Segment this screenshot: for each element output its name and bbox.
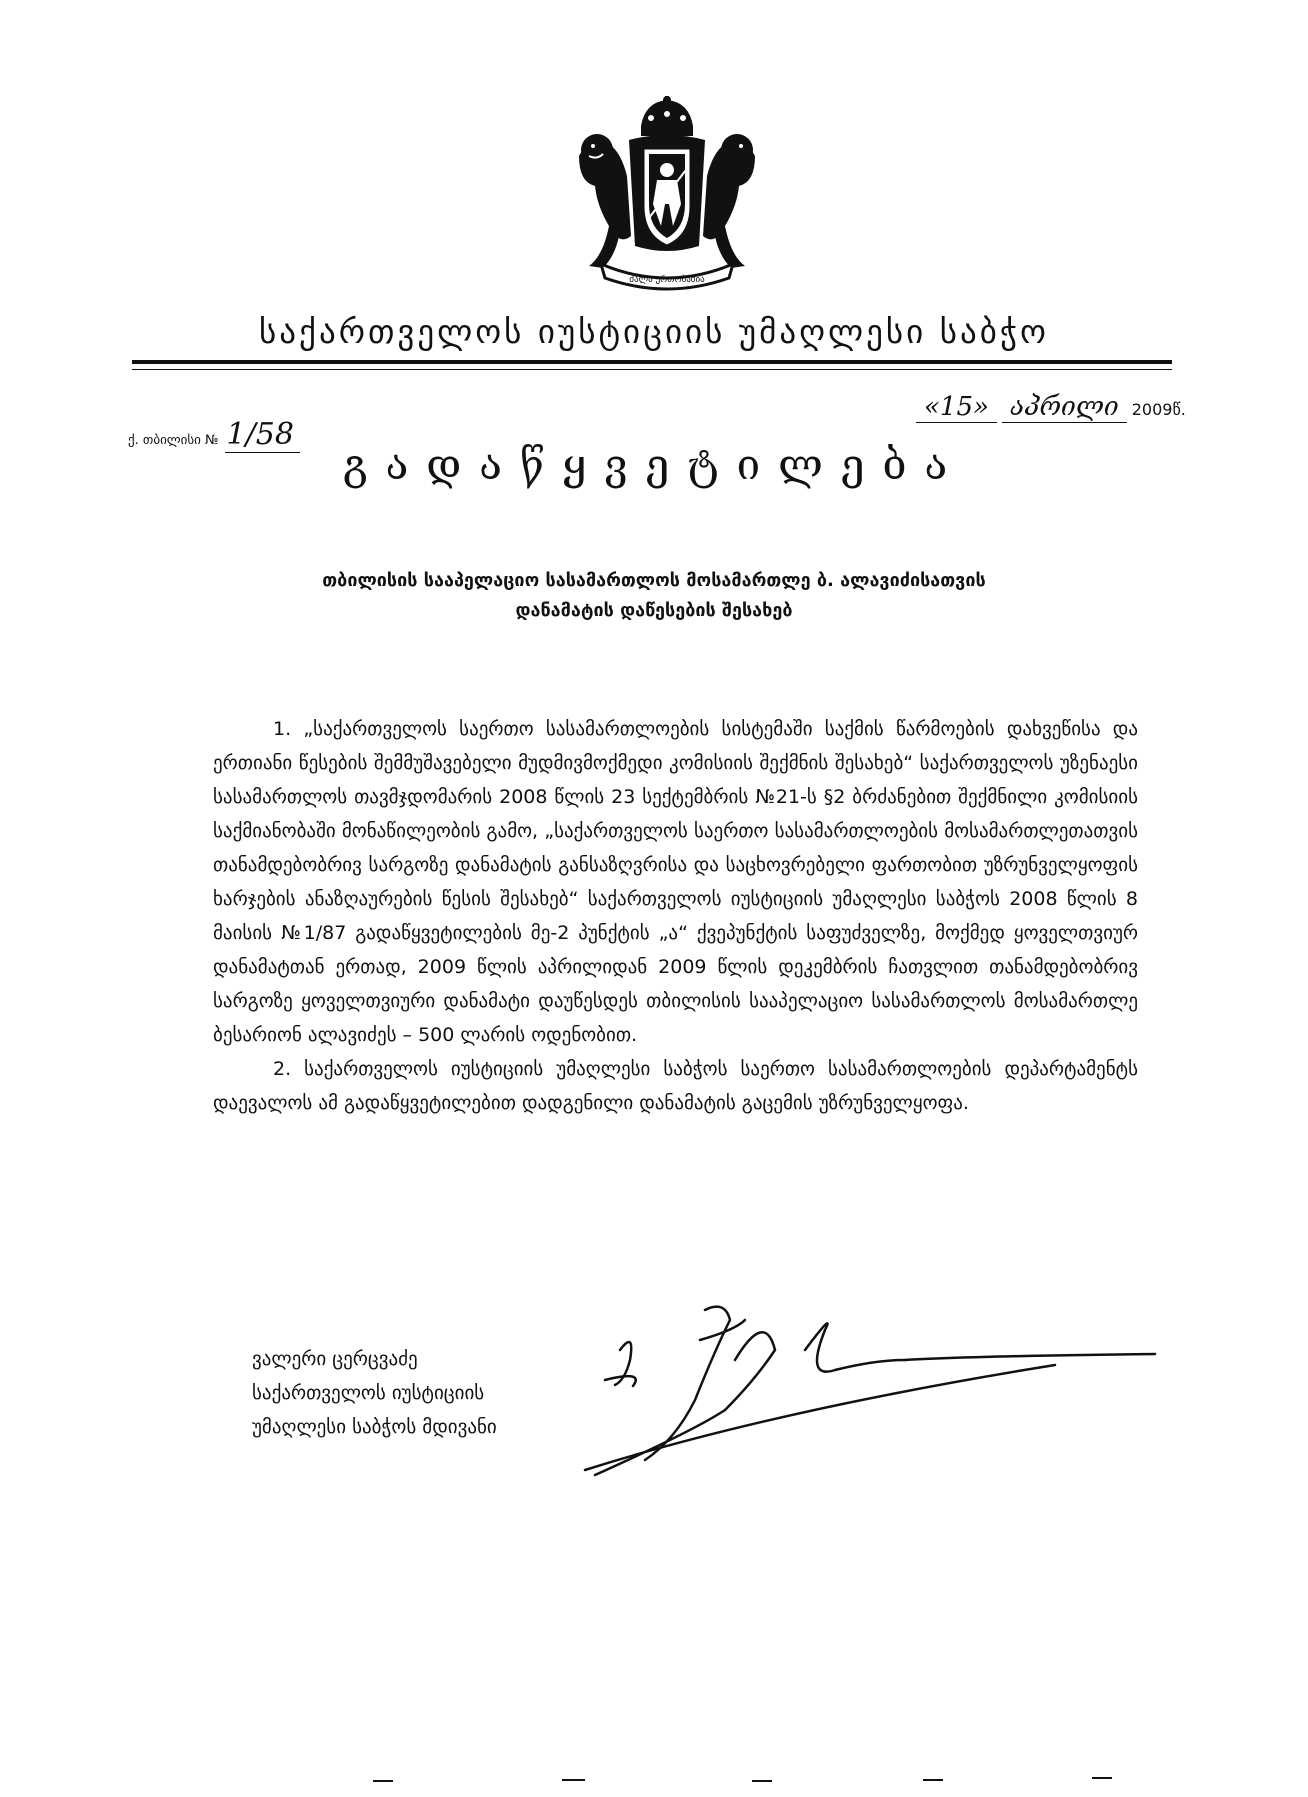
coat-of-arms-emblem — [549, 96, 785, 296]
document-body — [213, 712, 1138, 1120]
paragraph-2: 2. საქართველოს იუსტიციის უმაღლესი საბჭოს საერთო სასამართლოების დეპარტამენტს დაევალოს ამ გადაწყვეტილებით დადგენილი დანამატის გაცემის უზრუნველყოფა. — [213, 1058, 1138, 1114]
date-year: 2009წ. — [1131, 400, 1186, 419]
signer-title-2: უმაღლესი საბჭოს მდივანი — [252, 1416, 497, 1438]
subject-line-1: თბილისის სააპელაციო სასამართლოს მოსამართლე ბ. ალავიძისათვის — [322, 570, 986, 591]
document-date — [916, 392, 1186, 423]
institution-name: საქართველოს იუსტიციის უმაღლესი საბჭო — [259, 312, 1049, 351]
signer-name: ვალერი ცერცვაძე — [252, 1348, 418, 1370]
subject-line-2: დანამატის დაწესების შესახებ — [515, 600, 793, 621]
paragraph-1: 1. „საქართველოს საერთო სასამართლოების სისტემაში საქმის წარმოების დახვეწისა და ერთიანი წესების შემმუშავებელი მუდმივმოქმედი კომისიის შექმნის შესახებ“ საქართველოს უზენაესი სასამართლოს თავმჯდომარის 2008 წლის 23 სექტემბრის №21-ს §2 ბრძანებით შექმნილი კომისიის საქმიანობაში მონაწილეობის გამო, „საქართველოს საერთო სასამართლოების მოსამართლეთათვის თანამდებობრივ სარგოზე დანამატის განსაზღვრისა და საცხოვრებელი ფართობით უზრუნველყოფის ხარჯების ანაზღაურების წესის შესახებ“ საქართველოს იუსტიციის უმაღლესი საბჭოს 2008 წლის 8 მაისის №1/87 გადაწყვეტილების მე-2 პუნქტის „ა“ ქვეპუნქტის საფუძველზე, მოქმედ ყოველთვიურ დანამატთან ერთად, 2009 წლის აპრილიდან 2009 წლის დეკემბრის ჩათვლით თანამდებობრივ სარგოზე ყოველთვიური დანამატი დაუწესდეს თბილისის სააპელაციო სასამართლოს მოსამართლე ბესარიონ ალავიძეს – 500 ლარის ოდენობით. — [213, 718, 1138, 1046]
header-rule-thin — [132, 369, 1172, 370]
emblem-motto: ძალა ერთობაშია — [629, 275, 705, 285]
handwritten-signature — [575, 1290, 1165, 1480]
number-value: 1/58 — [225, 417, 300, 453]
date-month: აპრილი — [1002, 392, 1127, 423]
signer-title-1: საქართველოს იუსტიციის — [252, 1382, 485, 1404]
date-day: «15» — [916, 392, 997, 423]
header-rule — [132, 360, 1172, 364]
document-subject — [0, 566, 1308, 626]
page-edge-marks — [0, 1776, 1308, 1786]
city-label: ქ. თბილისი № — [128, 433, 219, 448]
signer-block — [252, 1342, 497, 1444]
document-type-title: გადაწყვეტილება — [342, 440, 966, 489]
